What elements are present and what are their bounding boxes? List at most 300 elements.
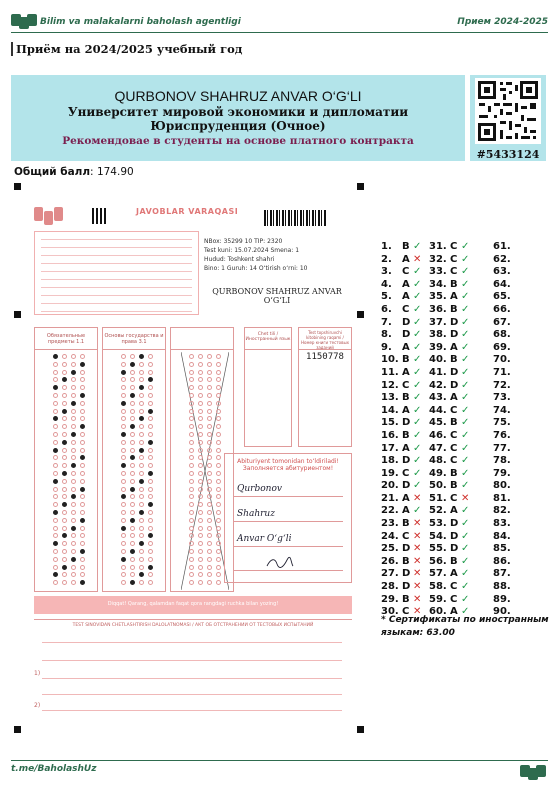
answer-bubble (198, 518, 203, 523)
answer-bubble (130, 463, 135, 468)
bubble-row (111, 565, 161, 571)
answer-letter: D (450, 316, 459, 328)
check-icon: ✓ (461, 354, 470, 366)
answer-bubble (53, 401, 58, 406)
answer-row (493, 279, 549, 292)
answer-bubble (207, 487, 212, 492)
answer-bubble (216, 424, 221, 429)
answer-bubble (207, 541, 212, 546)
sheet-meta (204, 237, 352, 273)
answer-bubble (80, 354, 85, 359)
answer-bubble (189, 541, 194, 546)
bubble-row (179, 370, 229, 376)
answer-number: 34. (429, 278, 447, 290)
answer-number: 73. (493, 392, 511, 404)
bubble-row (43, 377, 93, 383)
answer-number: 71. (493, 366, 511, 378)
answer-number: 61. (493, 241, 511, 252)
answer-row (429, 493, 485, 506)
answer-row (493, 367, 549, 380)
answer-bubble (53, 580, 58, 585)
removal-act-section (34, 619, 352, 724)
answer-bubble (189, 377, 194, 382)
check-icon: ✓ (461, 455, 470, 467)
book-number-box (298, 327, 352, 447)
answer-letter: B (450, 303, 458, 315)
bubble-row (179, 424, 229, 430)
answer-letter: B (402, 555, 410, 567)
answer-bubble (207, 440, 212, 445)
answer-row (429, 531, 485, 544)
total-score: Общий балл: 174.90 (14, 166, 134, 178)
answer-number: 26. (381, 555, 399, 567)
answer-row (429, 568, 485, 581)
answer-bubble (216, 463, 221, 468)
answer-row (493, 455, 549, 468)
answer-number: 70. (493, 354, 511, 366)
answer-letter: A (450, 568, 458, 580)
answer-bubble (121, 401, 126, 406)
answer-bubble (148, 541, 153, 546)
answer-bubble (130, 565, 135, 570)
answer-bubble (148, 510, 153, 515)
answer-bubble (189, 471, 194, 476)
answer-bubble (139, 393, 144, 398)
check-icon: ✓ (461, 392, 470, 404)
answer-bubble (71, 572, 76, 577)
signature-line (233, 570, 343, 571)
cross-icon: ✕ (413, 568, 422, 580)
answer-bubble (198, 533, 203, 538)
answer-row (493, 430, 549, 443)
answer-bubble (207, 494, 212, 499)
answer-bubble (53, 448, 58, 453)
answer-number: 88. (493, 581, 511, 593)
bubble-row (111, 487, 161, 493)
answer-bubble (130, 471, 135, 476)
answer-bubble (130, 393, 135, 398)
answer-row (493, 317, 549, 330)
answer-bubble (53, 518, 58, 523)
answer-bubble (71, 401, 76, 406)
answer-bubble (189, 393, 194, 398)
answer-bubble (189, 409, 194, 414)
answer-letter: C (402, 379, 410, 391)
answer-bubble (198, 541, 203, 546)
answer-row (493, 254, 549, 267)
answer-number: 74. (493, 404, 511, 416)
answer-bubble (139, 377, 144, 382)
answer-bubble (216, 354, 221, 359)
answer-letter: A (402, 341, 410, 353)
bubble-row (179, 541, 229, 547)
answer-letter: C (450, 442, 458, 454)
bubble-row (111, 409, 161, 415)
answer-bubble (80, 448, 85, 453)
check-icon: ✓ (461, 253, 470, 265)
answer-number: 63. (493, 266, 511, 278)
signature-box-title-ru: Заполняется абитуриентом! (242, 465, 334, 472)
answer-bubble (139, 557, 144, 562)
answer-number: 22. (381, 505, 399, 517)
answer-letter: C (450, 581, 458, 593)
answer-number: 37. (429, 316, 447, 328)
answers-column-2 (429, 241, 485, 619)
act-row-number: 1) (34, 670, 41, 677)
bubble-row (179, 471, 229, 477)
answer-bubble (53, 354, 58, 359)
answer-bubble (216, 432, 221, 437)
answer-bubble (71, 479, 76, 484)
answer-bubble (198, 393, 203, 398)
answer-bubble (62, 362, 67, 367)
answer-number: 42. (429, 379, 447, 391)
answer-bubble (216, 362, 221, 367)
bubble-row (179, 463, 229, 469)
answer-bubble (80, 565, 85, 570)
answer-bubble (148, 479, 153, 484)
answer-row (493, 392, 549, 405)
answer-number: 9. (381, 341, 392, 353)
answer-bubble (62, 416, 67, 421)
check-icon: ✓ (413, 278, 422, 290)
answer-bubble (130, 510, 135, 515)
answer-bubble (216, 502, 221, 507)
answer-bubble (148, 440, 153, 445)
answer-bubble (62, 549, 67, 554)
check-icon: ✓ (413, 392, 422, 404)
answer-bubble (71, 549, 76, 554)
bubble-row (43, 533, 93, 539)
answer-bubble (216, 455, 221, 460)
sheet-side-mark (357, 311, 364, 318)
answer-bubble (198, 362, 203, 367)
answer-bubble (71, 518, 76, 523)
answer-bubble (148, 518, 153, 523)
check-icon: ✓ (461, 266, 470, 278)
answer-bubble (139, 541, 144, 546)
bubble-row (179, 401, 229, 407)
answer-number: 60. (429, 606, 447, 618)
answer-bubble (198, 471, 203, 476)
bubble-row (43, 385, 93, 391)
answer-number: 47. (429, 442, 447, 454)
bubble-row (179, 565, 229, 571)
answer-bubble (121, 440, 126, 445)
cross-icon: ✕ (413, 518, 422, 530)
answer-bubble (121, 565, 126, 570)
bubble-row (111, 526, 161, 532)
answer-number: 53. (429, 518, 447, 530)
answer-number: 13. (381, 392, 399, 404)
bubble-row (179, 479, 229, 485)
check-icon: ✓ (461, 417, 470, 429)
answer-letter: A (402, 505, 410, 517)
answer-number: 24. (381, 530, 399, 542)
answer-bubble (139, 463, 144, 468)
answer-bubble (121, 448, 126, 453)
answer-bubble (62, 510, 67, 515)
answer-number: 84. (493, 530, 511, 542)
answer-bubble (216, 526, 221, 531)
answer-number: 81. (493, 492, 511, 504)
check-icon: ✓ (413, 505, 422, 517)
answer-bubble (121, 549, 126, 554)
answer-number: 15. (381, 417, 399, 429)
answer-bubble (80, 409, 85, 414)
student-id: #5433124 (476, 148, 540, 161)
answer-bubble (139, 424, 144, 429)
answer-bubble (198, 580, 203, 585)
answer-bubble (71, 580, 76, 585)
answer-bubble (71, 416, 76, 421)
answer-bubble (62, 494, 67, 499)
answer-bubble (198, 557, 203, 562)
bubble-row (111, 557, 161, 563)
answer-bubble (216, 401, 221, 406)
answer-letter: C (402, 467, 410, 479)
answer-bubble (148, 393, 153, 398)
bubble-row (43, 526, 93, 532)
answer-bubble (121, 541, 126, 546)
bubble-row (43, 557, 93, 563)
answer-number: 36. (429, 303, 447, 315)
answer-bubble (53, 393, 58, 398)
answer-bubble (121, 572, 126, 577)
answer-bubble (189, 557, 194, 562)
check-icon: ✓ (413, 266, 422, 278)
answer-bubble (71, 385, 76, 390)
answer-number: 40. (429, 354, 447, 366)
answer-bubble (207, 409, 212, 414)
telegram-link[interactable]: t.me/BaholashUz (11, 764, 97, 774)
check-icon: ✓ (461, 480, 470, 492)
answer-bubble (71, 471, 76, 476)
bubble-row (179, 572, 229, 578)
answer-bubble (207, 502, 212, 507)
handwritten-signature (265, 556, 295, 570)
bubble-row (43, 502, 93, 508)
answer-number: 76. (493, 429, 511, 441)
answer-letter: A (402, 366, 410, 378)
answer-bubble (139, 385, 144, 390)
answer-number: 14. (381, 404, 399, 416)
bubble-row (111, 440, 161, 446)
answer-bubble (121, 487, 126, 492)
answer-bubble (207, 424, 212, 429)
answer-bubble (139, 487, 144, 492)
answer-row (429, 581, 485, 594)
answer-bubble (62, 455, 67, 460)
answer-bubble (139, 416, 144, 421)
bubble-row (43, 401, 93, 407)
faculty-name: Юриспруденция (Очное) (150, 119, 326, 133)
answer-bubble (198, 526, 203, 531)
bubble-row (43, 448, 93, 454)
check-icon: ✓ (461, 429, 470, 441)
answer-bubble (71, 432, 76, 437)
answer-bubble (189, 416, 194, 421)
answer-bubble (148, 401, 153, 406)
answer-bubble (207, 549, 212, 554)
answer-number: 59. (429, 593, 447, 605)
answer-number: 12. (381, 379, 399, 391)
answer-number: 19. (381, 467, 399, 479)
check-icon: ✓ (413, 303, 422, 315)
answer-row (493, 556, 549, 569)
column-header: Chet tili / Иностранный язык (245, 328, 291, 350)
bubble-row (111, 479, 161, 485)
signature-line (233, 521, 343, 522)
answer-bubble (53, 471, 58, 476)
answer-bubble (216, 416, 221, 421)
answer-row (493, 342, 549, 355)
check-icon: ✓ (461, 568, 470, 580)
answer-bubble (189, 455, 194, 460)
university-name: Университет мировой экономики и дипломатии (67, 105, 409, 119)
answer-bubble (80, 557, 85, 562)
bubble-column-2 (102, 327, 166, 592)
answer-letter: B (450, 278, 458, 290)
bubble-column-1 (34, 327, 98, 592)
answer-bubble (198, 440, 203, 445)
answer-bubble (121, 416, 126, 421)
answer-bubble (130, 518, 135, 523)
answer-letter: B (450, 417, 458, 429)
answer-bubble (71, 557, 76, 562)
answer-number: 48. (429, 455, 447, 467)
answer-bubble (130, 479, 135, 484)
answer-bubble (121, 479, 126, 484)
check-icon: ✓ (413, 429, 422, 441)
answer-bubble (130, 494, 135, 499)
answer-row (493, 291, 549, 304)
bubble-row (179, 510, 229, 516)
answer-bubble (121, 557, 126, 562)
answer-letter: D (450, 530, 459, 542)
answer-letter: A (402, 404, 410, 416)
bubble-row (111, 549, 161, 555)
answer-bubble (130, 572, 135, 577)
answer-bubble (189, 487, 194, 492)
footer-divider (11, 760, 548, 761)
bubble-row (179, 385, 229, 391)
sheet-instructions (34, 231, 199, 315)
answer-number: 43. (429, 392, 447, 404)
answer-letter: B (402, 518, 410, 530)
answer-letter: D (402, 581, 411, 593)
answer-letter: C (450, 241, 458, 252)
answer-number: 72. (493, 379, 511, 391)
bubble-row (111, 510, 161, 516)
bubble-row (43, 494, 93, 500)
answer-bubble (53, 416, 58, 421)
form-line (42, 642, 342, 643)
bubble-row (179, 549, 229, 555)
answer-bubble (53, 385, 58, 390)
answer-row (493, 380, 549, 393)
check-icon: ✓ (413, 404, 422, 416)
answer-bubble (80, 471, 85, 476)
check-icon: ✓ (461, 467, 470, 479)
bubble-row (179, 455, 229, 461)
answer-number: 20. (381, 480, 399, 492)
answer-bubble (53, 541, 58, 546)
answer-bubble (80, 549, 85, 554)
bubble-row (111, 401, 161, 407)
bubble-row (43, 362, 93, 368)
answer-bubble (121, 354, 126, 359)
answer-bubble (71, 510, 76, 515)
answer-bubble (189, 479, 194, 484)
qr-code-box (470, 75, 546, 146)
answer-bubble (139, 354, 144, 359)
sheet-side-mark (14, 311, 21, 318)
answer-row (493, 266, 549, 279)
answer-bubble (71, 502, 76, 507)
answer-letter: A (402, 442, 410, 454)
bubble-row (179, 440, 229, 446)
answer-bubble (71, 362, 76, 367)
answer-bubble (139, 580, 144, 585)
bubble-row (179, 393, 229, 399)
answer-letter: B (450, 467, 458, 479)
bubble-row (179, 518, 229, 524)
answer-bubble (130, 424, 135, 429)
bubble-row (111, 463, 161, 469)
bubble-row (179, 354, 229, 360)
answer-bubble (71, 448, 76, 453)
answer-bubble (148, 377, 153, 382)
answer-bubble (53, 362, 58, 367)
answer-bubble (130, 557, 135, 562)
answer-bubble (148, 565, 153, 570)
bubble-row (43, 549, 93, 555)
answer-bubble (198, 370, 203, 375)
answer-number: 78. (493, 455, 511, 467)
answer-bubble (148, 487, 153, 492)
bubble-row (111, 518, 161, 524)
answer-bubble (53, 526, 58, 531)
answer-bubble (53, 510, 58, 515)
answer-bubble (62, 409, 67, 414)
answer-bubble (80, 510, 85, 515)
bubble-row (43, 455, 93, 461)
answer-row (429, 329, 485, 342)
bubble-row (43, 510, 93, 516)
answer-bubble (62, 572, 67, 577)
answer-number: 44. (429, 404, 447, 416)
answer-bubble (139, 510, 144, 515)
check-icon: ✓ (461, 555, 470, 567)
bubble-row (43, 440, 93, 446)
answer-number: 62. (493, 253, 511, 265)
answer-bubble (198, 494, 203, 499)
answer-row (493, 417, 549, 430)
answer-bubble (130, 533, 135, 538)
bubble-row (179, 377, 229, 383)
foreign-language-box (244, 327, 292, 447)
answer-bubble (216, 541, 221, 546)
answer-letter: B (402, 429, 410, 441)
answer-row (429, 254, 485, 267)
answer-bubble (53, 455, 58, 460)
answer-bubble (148, 502, 153, 507)
answer-bubble (216, 494, 221, 499)
answer-bubble (148, 354, 153, 359)
bubble-row (179, 557, 229, 563)
answer-number: 69. (493, 341, 511, 353)
